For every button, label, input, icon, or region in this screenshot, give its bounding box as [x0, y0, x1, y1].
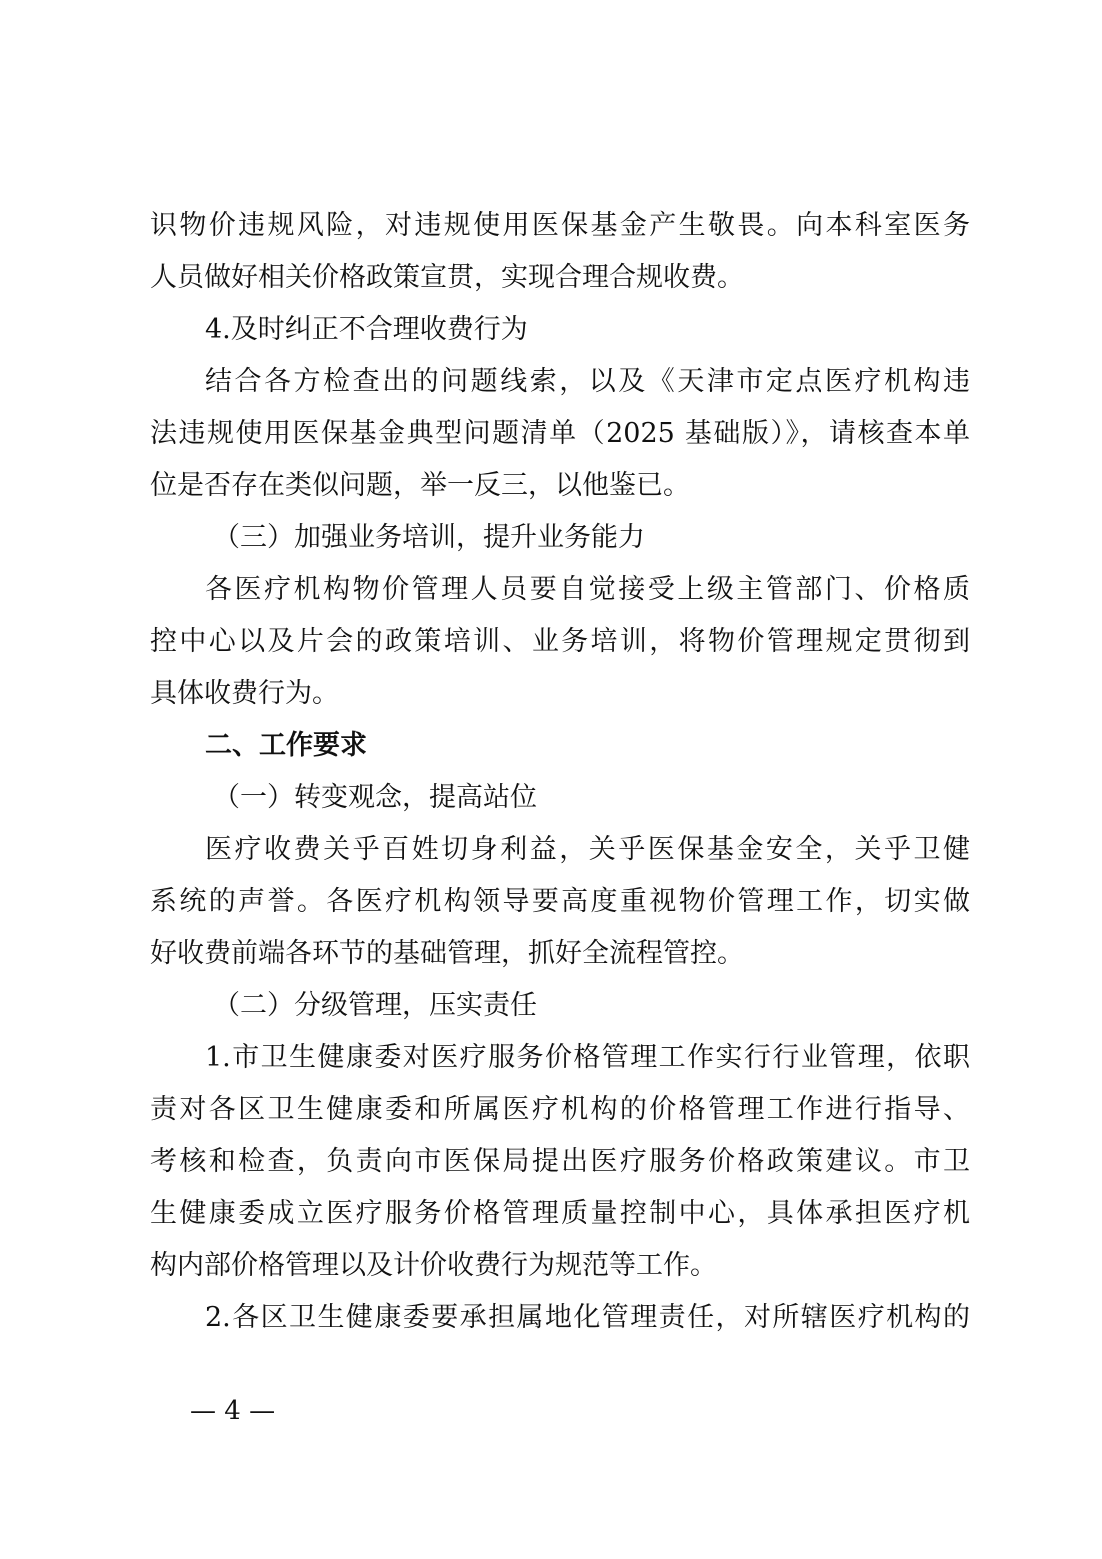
- body-text-line: 控中心以及片会的政策培训、业务培训，将物价管理规定贯彻到: [150, 626, 970, 657]
- body-text-line: 构内部价格管理以及计价收费行为规范等工作。: [150, 1250, 717, 1281]
- page-number: — 4 —: [190, 1396, 276, 1426]
- body-text-line: 系统的声誉。各医疗机构领导要高度重视物价管理工作，切实做: [150, 886, 970, 917]
- body-text-line: 考核和检查，负责向市医保局提出医疗服务价格政策建议。市卫: [150, 1146, 970, 1177]
- item-heading: 4.及时纠正不合理收费行为: [205, 314, 528, 345]
- body-text-line: 位是否存在类似问题，举一反三，以他鉴已。: [150, 470, 690, 501]
- section-heading: 二、工作要求: [205, 730, 367, 761]
- body-text-line: 各医疗机构物价管理人员要自觉接受上级主管部门、价格质: [205, 574, 970, 605]
- body-text-line: 2.各区卫生健康委要承担属地化管理责任，对所辖医疗机构的: [205, 1302, 970, 1333]
- body-text-line: 结合各方检查出的问题线索，以及《天津市定点医疗机构违: [205, 366, 970, 397]
- subsection-heading: （二）分级管理，压实责任: [213, 990, 537, 1021]
- body-text-line: 具体收费行为。: [150, 678, 339, 709]
- body-text-line: 1.市卫生健康委对医疗服务价格管理工作实行行业管理，依职: [205, 1042, 970, 1073]
- body-text-line: 医疗收费关乎百姓切身利益，关乎医保基金安全，关乎卫健: [205, 834, 970, 865]
- body-text-line: 识物价违规风险，对违规使用医保基金产生敬畏。向本科室医务: [150, 210, 970, 241]
- subsection-heading: （一）转变观念，提高站位: [213, 782, 537, 813]
- body-text-line: 好收费前端各环节的基础管理，抓好全流程管控。: [150, 938, 744, 969]
- body-text-line: 人员做好相关价格政策宣贯，实现合理合规收费。: [150, 262, 744, 293]
- body-text-line: 生健康委成立医疗服务价格管理质量控制中心，具体承担医疗机: [150, 1198, 970, 1229]
- body-text-line: 责对各区卫生健康委和所属医疗机构的价格管理工作进行指导、: [150, 1094, 970, 1125]
- body-text-line: 法违规使用医保基金典型问题清单（2025 基础版）》，请核查本单: [150, 418, 970, 449]
- subsection-heading: （三）加强业务培训，提升业务能力: [213, 522, 645, 553]
